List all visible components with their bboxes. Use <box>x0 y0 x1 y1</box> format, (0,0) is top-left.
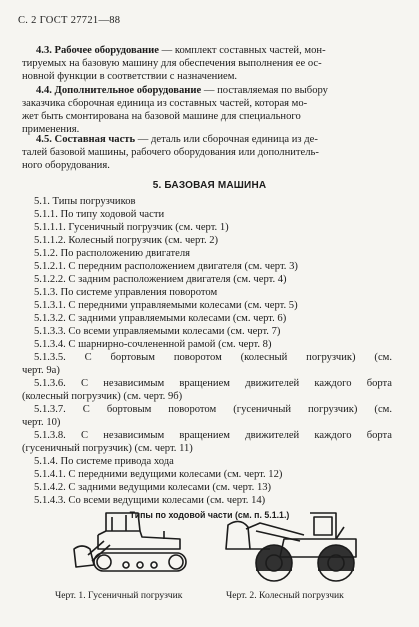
list-item-continuation: черт. 9а) <box>22 365 60 376</box>
list-item: 5.1.3.4. С шарнирно-сочлененной рамой (см. черт. 8) <box>34 339 272 350</box>
text: тируемых на базовую машину для обеспечения выполнения ее ос- <box>22 58 322 69</box>
list-item: 5.1.4. По системе привода хода <box>34 456 174 467</box>
list-item: 5.1.3.7. С бортовым поворотом (гусеничный погрузчик) (см. <box>34 404 392 415</box>
list-item-continuation: черт. 10) <box>22 417 61 428</box>
section-title: 5. БАЗОВАЯ МАШИНА <box>152 180 267 191</box>
paragraph-4-4 <box>22 84 394 136</box>
text: заказчика сборочная единица из составных частей, которая мо- <box>22 98 308 109</box>
term-4-5: 4.5. Составная часть <box>36 134 136 145</box>
wheel-loader-drawing <box>216 505 366 587</box>
text: талей базовой машины, рабочего оборудования или дополнитель- <box>22 147 319 158</box>
list-item: 5.1.2. По расположению двигателя <box>34 248 191 259</box>
text: — поставляемая по выбору <box>201 85 328 96</box>
text: новной функции в соответствии с назначением. <box>22 71 238 82</box>
list-item: 5.1.1.1. Гусеничный погрузчик (см. черт. 1) <box>34 222 229 233</box>
list-item-continuation: (гусеничный погрузчик) (см. черт. 11) <box>22 443 193 454</box>
list-item: 5.1.3.6. С независимым вращением движителей каждого борта <box>34 378 392 389</box>
list-item: 5.1.3.5. С бортовым поворотом (колесный погрузчик) (см. <box>34 352 392 363</box>
text: жет быть смонтирована на базовой машине для специального <box>22 111 301 122</box>
list-item: 5.1.3.1. С передними управляемыми колесами (см. черт. 5) <box>34 300 298 311</box>
text: — деталь или сборочная единица из де- <box>135 134 318 145</box>
list-item: 5.1.4.1. С передними ведущими колесами (см. черт. 12) <box>34 469 283 480</box>
term-4-3: 4.3. Рабочее оборудование <box>36 45 159 56</box>
list-item: 5.1.3.3. Со всеми управляемыми колесами (см. черт. 7) <box>34 326 281 337</box>
list-item: 5.1.4.2. С задними ведущими колесами (см. черт. 13) <box>34 482 272 493</box>
list-item: 5.1.2.1. С передним расположением двигателя (см. черт. 3) <box>34 261 298 272</box>
text: ного оборудования. <box>22 160 110 171</box>
caption-figure-2: Черт. 2. Колесный погрузчик <box>226 590 344 601</box>
term-4-4: 4.4. Дополнительное оборудование <box>36 85 202 96</box>
list-item-continuation: (колесный погрузчик) (см. черт. 9б) <box>22 391 183 402</box>
list-item: 5.1.1.2. Колесный погрузчик (см. черт. 2) <box>34 235 219 246</box>
paragraph-4-3 <box>22 44 394 83</box>
page-header: С. 2 ГОСТ 27721—88 <box>18 15 121 26</box>
list-item: 5.1.2.2. С задним расположением двигателя (см. черт. 4) <box>34 274 287 285</box>
list-item: 5.1.1. По типу ходовой части <box>34 209 165 220</box>
text: применения. <box>22 124 80 135</box>
list-item: 5.1. Типы погрузчиков <box>34 196 136 207</box>
list-item: 5.1.3.8. С независимым вращением движителей каждого борта <box>34 430 392 441</box>
crawler-loader-drawing <box>68 505 208 585</box>
text: — комплект составных частей, мон- <box>158 45 326 56</box>
caption-figure-1: Черт. 1. Гусеничный погрузчик <box>55 590 183 601</box>
list-item: 5.1.3. По системе управления поворотом <box>34 287 218 298</box>
figure-title: Типы по ходовой части (см. п. 5.1.1.) <box>129 510 290 520</box>
paragraph-4-5 <box>22 133 394 172</box>
list-item: 5.1.3.2. С задними управляемыми колесами (см. черт. 6) <box>34 313 287 324</box>
list-item: 5.1.4.3. Со всеми ведущими колесами (см. черт. 14) <box>34 495 266 506</box>
